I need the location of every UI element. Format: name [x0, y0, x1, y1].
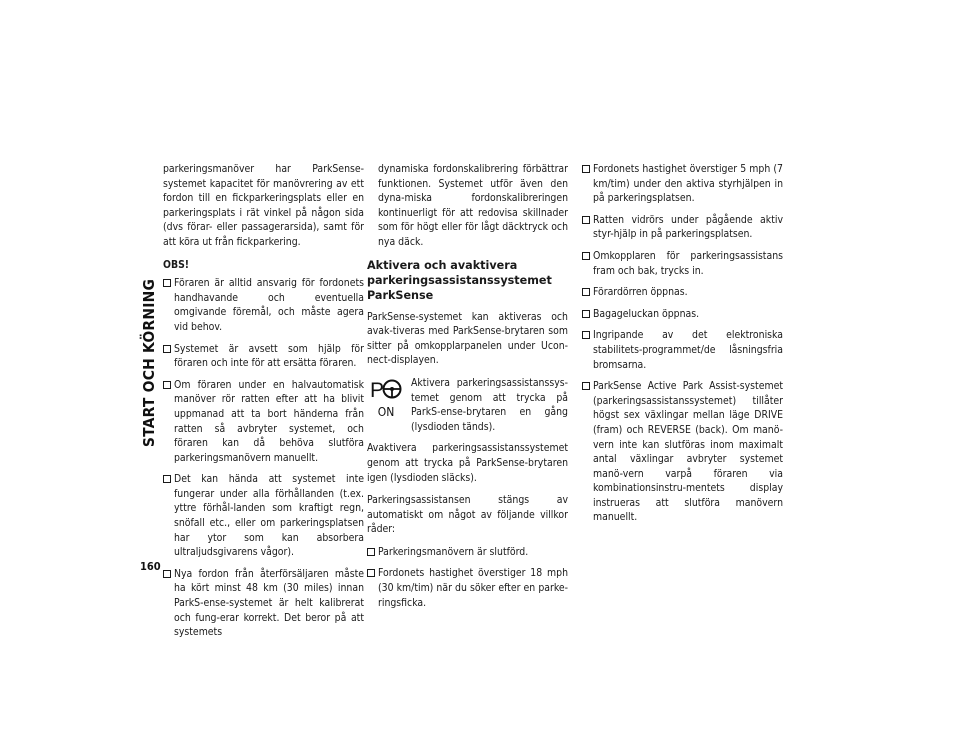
activate-instruction: Aktivera parkeringsassistanssys-temet genom att trycka på ParkS-ense-brytaren en gång (lysdioden tänds). [411, 376, 568, 433]
list-item: Nya fordon från återförsäljaren måste ha kört minst 48 km (30 miles) innan ParkS-ense-systemet är helt kalibrerat och fung-erar korrekt. Det beror på att systemets [163, 567, 364, 640]
checkbox-bullet-icon [582, 288, 590, 296]
parksense-switch-row [367, 376, 568, 434]
parksense-switch-icon [367, 376, 405, 418]
list-item: Ratten vidrörs under pågående aktiv styr-hjälp in på parkeringsplatsen. [582, 213, 783, 242]
checkbox-bullet-icon [582, 252, 590, 260]
list-item: ParkSense Active Park Assist-systemet (parkeringsassistanssystemet) tillåter högst sex växlingar mellan läge DRIVE (fram) och REVERSE (back). Om manö-vern inte kan slutföras inom maximalt antal växlingar avbryter systemet manö-vern varpå föraren via kombinationsinstru-mentets display instrueras att slutföra manövern manuellt. [582, 379, 783, 525]
obs-label: OBS! [163, 258, 190, 271]
list-item: Ingripande av det elektroniska stabilitets-programmet/de låsningsfria bromsarna. [582, 328, 783, 372]
list-item: Föraren är alltid ansvarig för fordonets handhavande och eventuella omgivande föremål, och måste agera vid behov. [163, 276, 364, 334]
checkbox-bullet-icon [367, 548, 375, 556]
checkbox-bullet-icon [163, 381, 171, 389]
checkbox-bullet-icon [582, 165, 590, 173]
parksense-p-wheel-icon [370, 378, 402, 400]
continued-paragraph: dynamiska fordonskalibrering förbättrar funktionen. Systemet utför även den dyna-miska fordonskalibreringen kontinuerligt för att redovisa skillnader som för högt eller för lågt däcktryck och nya däck. [378, 163, 568, 248]
checkbox-bullet-icon [582, 331, 590, 339]
checkbox-bullet-icon [582, 382, 590, 390]
section-side-title [138, 173, 160, 553]
list-item: Omkopplaren för parkeringsassistans fram och bak, trycks in. [582, 249, 783, 278]
page-number: 160 [140, 560, 161, 573]
checkbox-bullet-icon [582, 216, 590, 224]
list-item: Fordonets hastighet överstiger 18 mph (30 km/tim) när du söker efter en parke-ringsficka. [367, 566, 568, 610]
section-title-text: START OCH KÖRNING [140, 278, 159, 448]
list-item: Fordonets hastighet överstiger 5 mph (7 km/tim) under den aktiva styrhjälpen in på parkeringsplatsen. [582, 162, 783, 206]
intro-paragraph: parkeringsmanöver har ParkSense-systemet kapacitet för manövrering av ett fordon till en fickparkeringsplats eller en parkeringsplats i rät vinkel på någon sida (dvs förar- eller passagerarsida), samt för att köra ut från fickparkering. [163, 163, 364, 248]
list-item: Förardörren öppnas. [582, 285, 783, 300]
column-3 [582, 162, 783, 532]
paragraph-switch-location: ParkSense-systemet kan aktiveras och avak-tiveras med ParkSense-brytaren som sitter på omkopplarpanelen under Ucon-nect-displayen. [367, 310, 568, 367]
section-heading: Aktivera och avaktivera parkeringsassistanssystemet ParkSense [367, 258, 552, 302]
column-2 [367, 162, 568, 617]
list-item: Det kan hända att systemet inte fungerar under alla förhållanden (t.ex. yttre förhål-landen som kraftigt regn, snöfall etc., eller om parkeringsplatsen har ytor som kan absorbera ultraljudsgivarens vågor). [163, 472, 364, 560]
checkbox-bullet-icon [163, 345, 171, 353]
svg-text:P: P [370, 378, 385, 400]
list-item: Parkeringsmanövern är slutförd. [367, 545, 568, 560]
deactivate-instruction: Avaktivera parkeringsassistanssystemet genom att trycka på ParkSense-brytaren igen (lysdioden släcks). [367, 442, 568, 484]
list-item: Systemet är avsett som hjälp för föraren och inte för att ersätta föraren. [163, 342, 364, 371]
checkbox-bullet-icon [582, 310, 590, 318]
list-item: Om föraren under en halvautomatisk manöver rör ratten efter att ha blivit uppmanad att ta bort händerna från ratten så avbryter systemet, och föraren kan då behöva slutföra parkeringsmanövern manuellt. [163, 378, 364, 466]
auto-off-intro: Parkeringsassistansen stängs av automatiskt om något av följande villkor råder: [367, 494, 568, 536]
checkbox-bullet-icon [163, 570, 171, 578]
list-item: Bagageluckan öppnas. [582, 307, 783, 322]
checkbox-bullet-icon [367, 569, 375, 577]
switch-on-label: ON [377, 404, 395, 419]
checkbox-bullet-icon [163, 475, 171, 483]
column-1 [163, 162, 364, 647]
checkbox-bullet-icon [163, 279, 171, 287]
